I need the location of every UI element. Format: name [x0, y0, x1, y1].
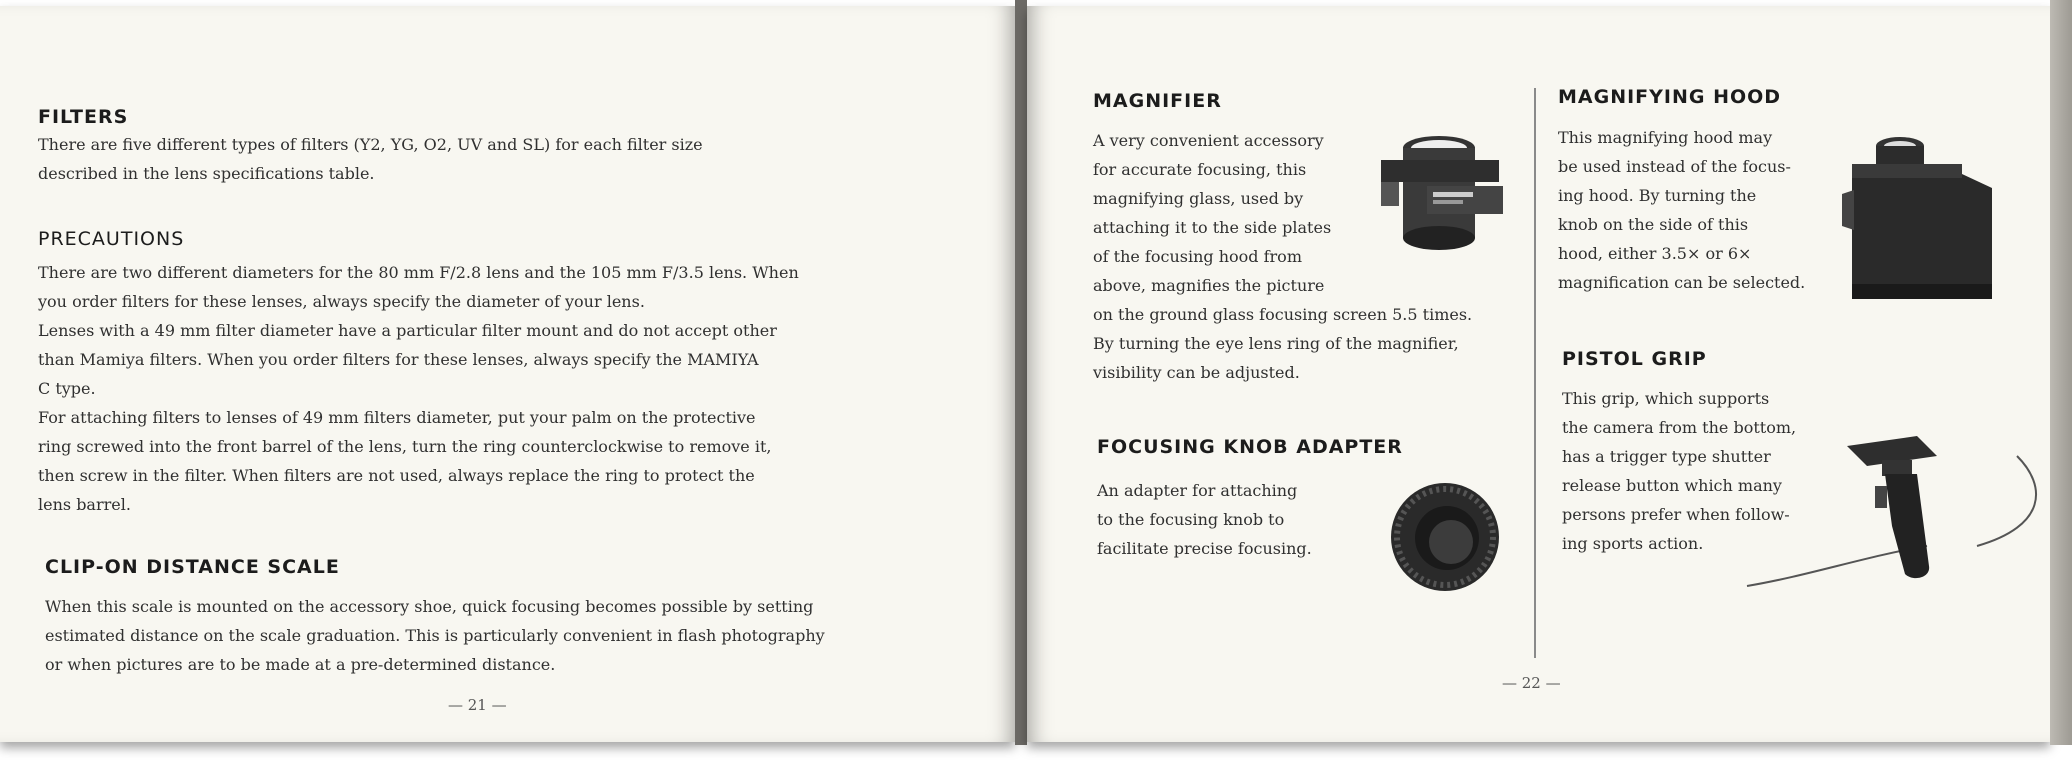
text-line: magnifying glass, used by — [1093, 189, 1304, 208]
text-line: persons prefer when follow- — [1562, 505, 1790, 524]
text-line: ing sports action. — [1562, 534, 1704, 553]
text-line: magnification can be selected. — [1558, 273, 1806, 292]
text-line: for accurate focusing, this — [1093, 160, 1307, 179]
precautions-heading: PRECAUTIONS — [38, 228, 185, 250]
text-line: estimated distance on the scale graduation. This is particularly convenient in flash photography — [45, 626, 825, 645]
text-line: then screw in the filter. When filters are not used, always replace the ring to protect the — [38, 466, 755, 485]
text-line: ring screwed into the front barrel of the lens, turn the ring counterclockwise to remove it, — [38, 437, 772, 456]
filters-text — [38, 130, 920, 188]
text-line: This grip, which supports — [1562, 389, 1770, 408]
clip-on-text — [45, 592, 925, 679]
right-page — [1027, 6, 2050, 742]
text-line: knob on the side of this — [1558, 215, 1749, 234]
page-number-22: — 22 — — [1502, 674, 1561, 692]
text-line: visibility can be adjusted. — [1093, 363, 1300, 382]
column-divider — [1534, 88, 1536, 658]
magnifier-heading: MAGNIFIER — [1093, 90, 1222, 112]
text-line: than Mamiya filters. When you order filters for these lenses, always specify the MAMIYA — [38, 350, 759, 369]
text-line: For attaching filters to lenses of 49 mm filters diameter, put your palm on the protective — [38, 408, 756, 427]
text-line: ing hood. By turning the — [1558, 186, 1757, 205]
text-line: C type. — [38, 379, 96, 398]
text-line: An adapter for attaching — [1097, 481, 1298, 500]
focusing-knob-text — [1097, 476, 1367, 563]
magnifying-hood-heading: MAGNIFYING HOOD — [1558, 86, 1782, 108]
text-line: When this scale is mounted on the accessory shoe, quick focusing becomes possible by setting — [45, 597, 814, 616]
page-edge — [2050, 0, 2072, 745]
clip-on-heading: CLIP-ON DISTANCE SCALE — [45, 556, 340, 578]
text-line: or when pictures are to be made at a pre-determined distance. — [45, 655, 556, 674]
pistol-grip-heading: PISTOL GRIP — [1562, 348, 1707, 370]
text-line: There are two different diameters for the 80 mm F/2.8 lens and the 105 mm F/3.5 lens. When — [38, 263, 799, 282]
left-page — [0, 6, 1015, 742]
text-line: you order filters for these lenses, always specify the diameter of your lens. — [38, 292, 645, 311]
text-line: to the focusing knob to — [1097, 510, 1285, 529]
text-line: There are five different types of filters (Y2, YG, O2, UV and SL) for each filter size — [38, 135, 703, 154]
text-line: above, magnifies the picture — [1093, 276, 1325, 295]
text-line: has a trigger type shutter — [1562, 447, 1771, 466]
focusing-knob-photo — [1389, 480, 1501, 594]
pistol-grip-photo — [1717, 426, 2067, 596]
text-line: hood, either 3.5× or 6× — [1558, 244, 1752, 263]
precautions-text — [38, 258, 920, 519]
magnifier-photo — [1377, 128, 1503, 258]
text-line: attaching it to the side plates — [1093, 218, 1332, 237]
magnifying-hood-text — [1558, 123, 1823, 297]
text-line: of the focusing hood from — [1093, 247, 1302, 266]
text-line: A very convenient accessory — [1093, 131, 1324, 150]
text-line: Lenses with a 49 mm filter diameter have a particular filter mount and do not accept other — [38, 321, 777, 340]
filters-heading: FILTERS — [38, 106, 129, 128]
text-line: described in the lens specifications table. — [38, 164, 375, 183]
text-line: release button which many — [1562, 476, 1782, 495]
text-line: facilitate precise focusing. — [1097, 539, 1312, 558]
focusing-knob-heading: FOCUSING KNOB ADAPTER — [1097, 436, 1403, 458]
book-gutter — [1015, 0, 1027, 745]
text-line: on the ground glass focusing screen 5.5 times. — [1093, 305, 1473, 324]
text-line: be used instead of the focus- — [1558, 157, 1791, 176]
text-line: This magnifying hood may — [1558, 128, 1773, 147]
text-line: By turning the eye lens ring of the magnifier, — [1093, 334, 1459, 353]
text-line: the camera from the bottom, — [1562, 418, 1797, 437]
page-number-21: — 21 — — [448, 696, 507, 714]
magnifying-hood-photo — [1842, 134, 1994, 304]
text-line: lens barrel. — [38, 495, 131, 514]
